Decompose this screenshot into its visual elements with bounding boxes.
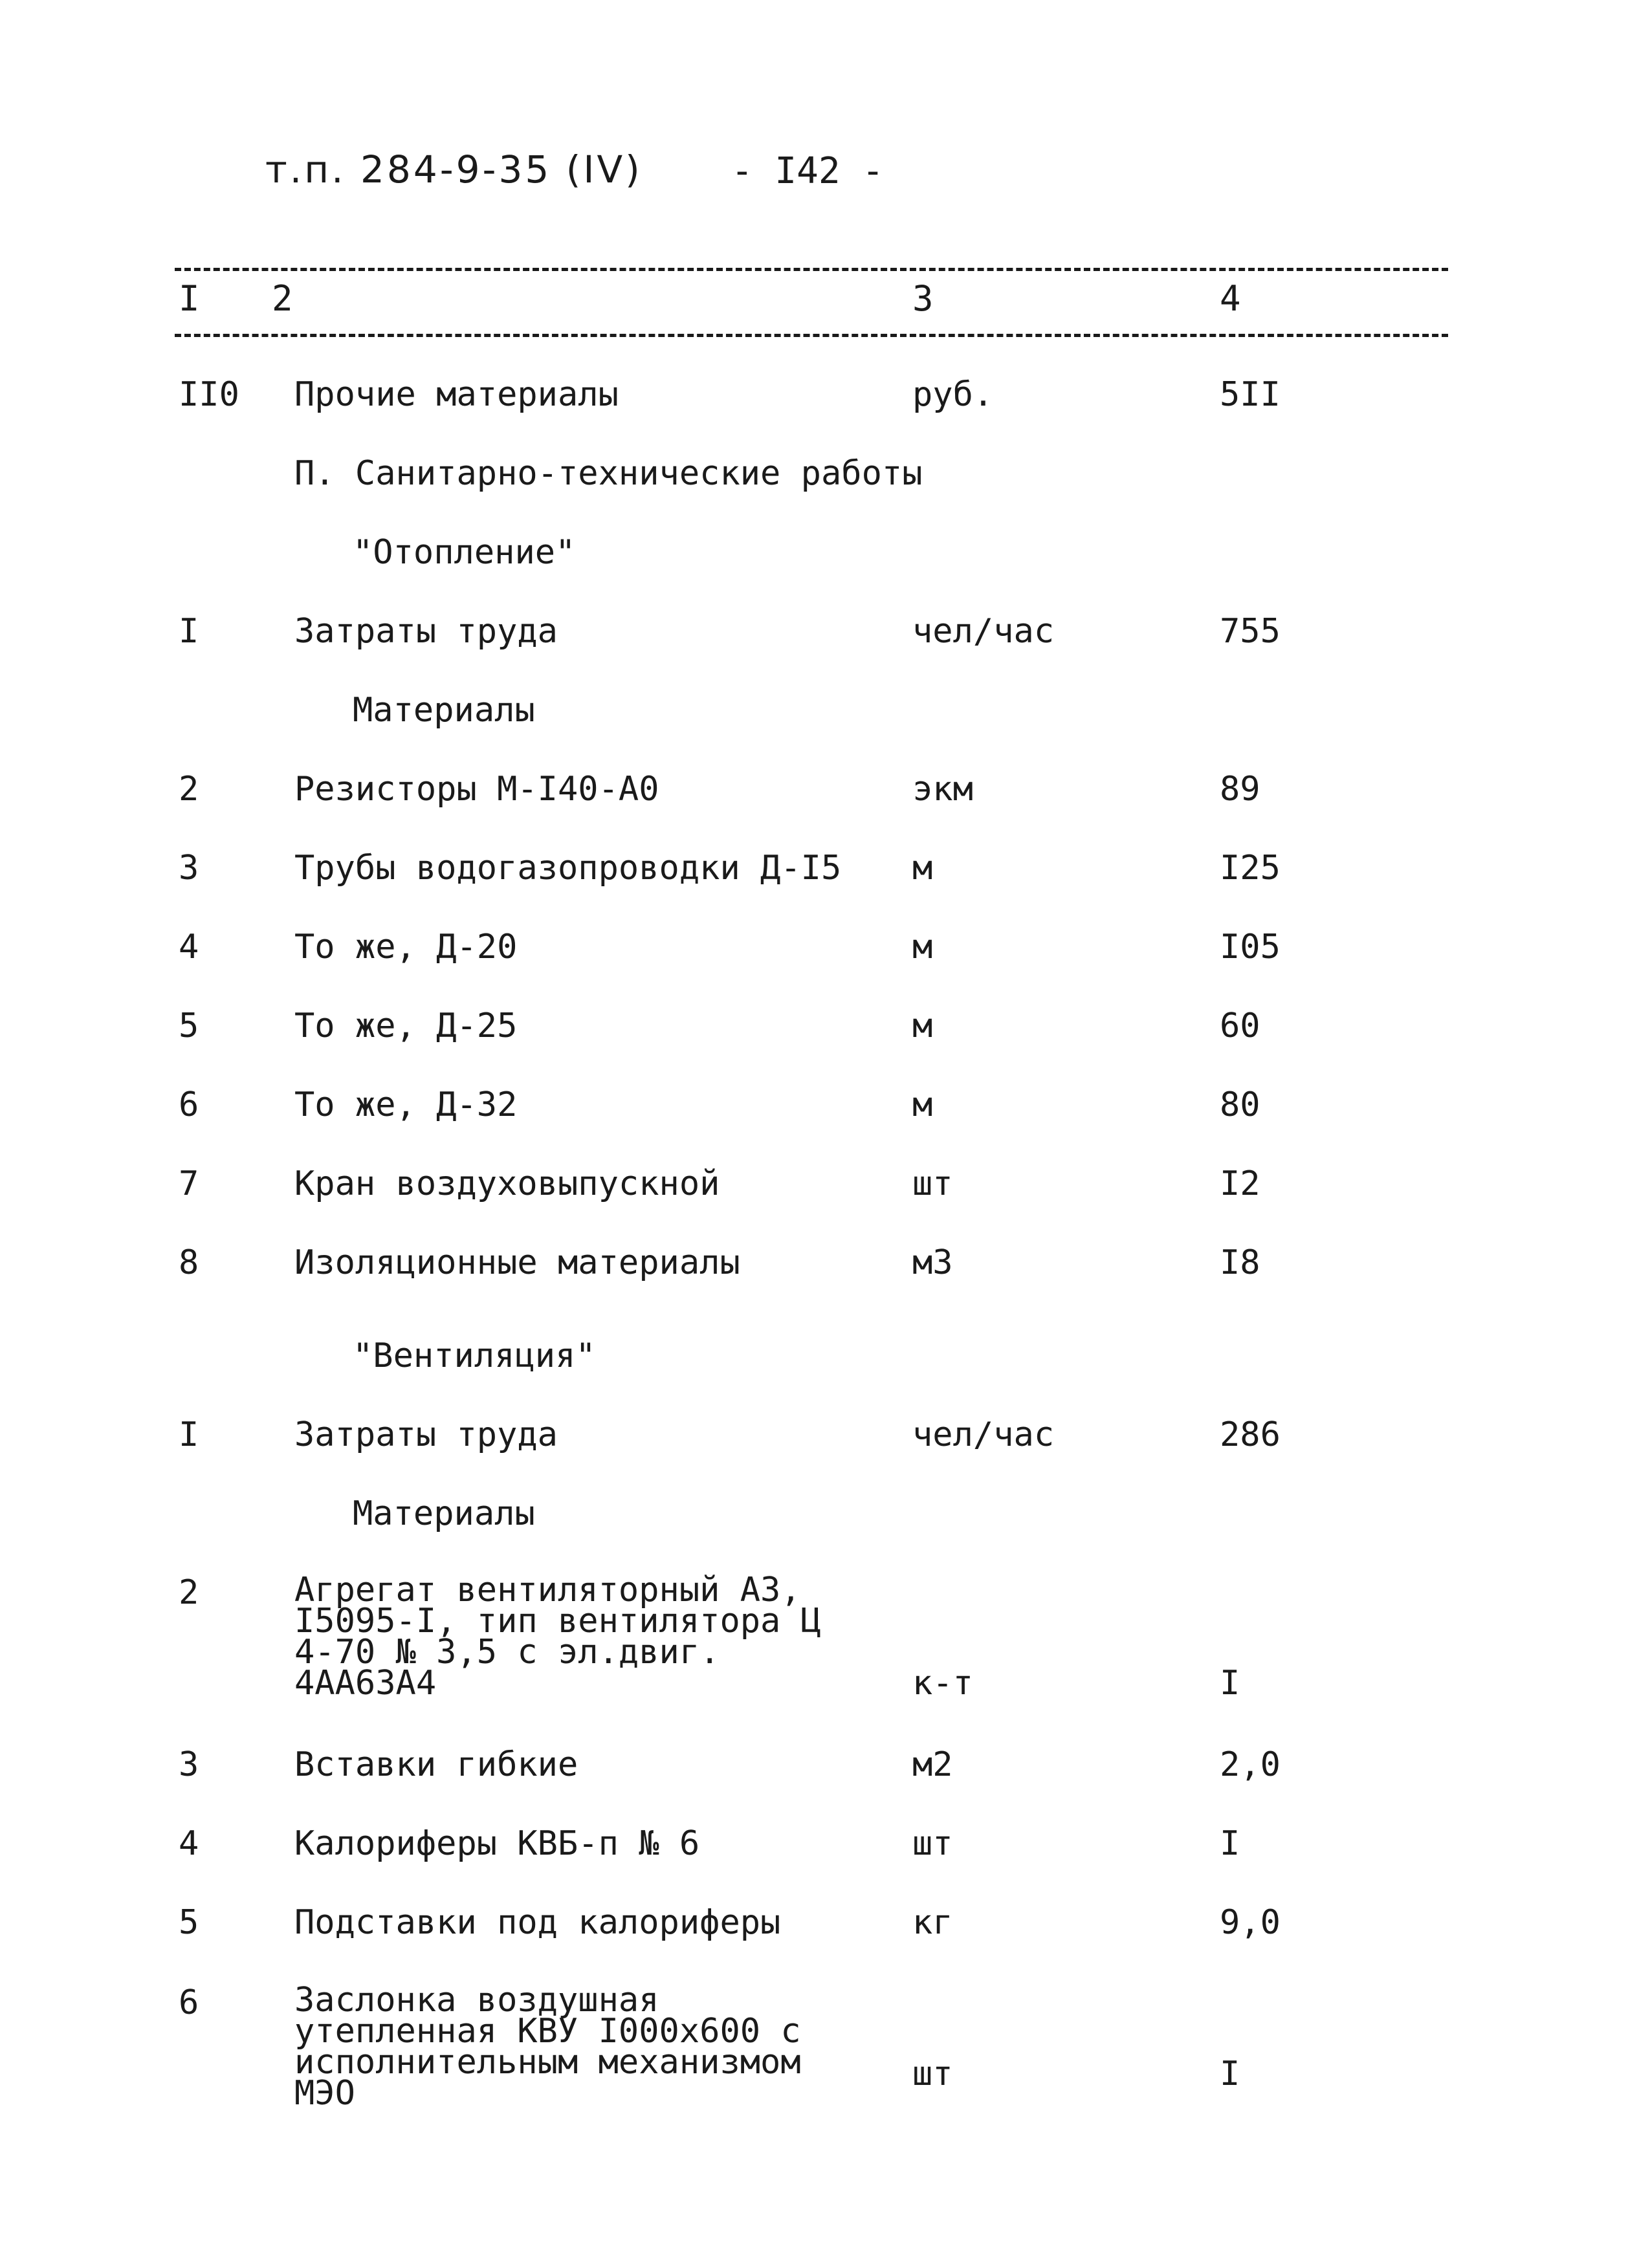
row-unit: шт: [912, 1164, 953, 1203]
row-quantity: 80: [1220, 1085, 1260, 1124]
row-quantity: I: [1220, 1664, 1240, 1703]
row-quantity: 89: [1220, 770, 1260, 809]
row-unit: м: [912, 928, 933, 966]
subsection-title: "Вентиляция": [353, 1336, 596, 1375]
row-unit: шт: [912, 2055, 953, 2093]
table-header-rule: [175, 334, 1448, 337]
row-number: 6: [179, 1983, 199, 2022]
row-quantity: I8: [1220, 1243, 1260, 1282]
column-header-3: 3: [912, 278, 934, 319]
section-title: П. Санитарно-технические работы: [294, 454, 923, 493]
row-number: 3: [179, 1745, 199, 1784]
row-quantity: I: [1220, 1824, 1240, 1863]
row-number: 6: [179, 1085, 199, 1124]
row-quantity: 60: [1220, 1007, 1260, 1045]
row-name: Заслонка воздушная утепленная КВУ I000х600 с исполнительным механизмом МЭО: [294, 1981, 801, 2113]
row-number: I: [179, 1415, 199, 1454]
row-number: 8: [179, 1243, 199, 1282]
row-number: 4: [179, 928, 199, 966]
row-unit: кг: [912, 1903, 953, 1942]
row-number: I: [179, 612, 199, 651]
row-unit: экм: [912, 770, 973, 809]
row-number: 2: [179, 770, 199, 809]
subsection-title: "Отопление": [353, 533, 576, 572]
column-header-1: I: [179, 278, 200, 319]
row-quantity: 2,0: [1220, 1745, 1281, 1784]
row-name: То же, Д-20: [294, 928, 518, 966]
row-quantity: 755: [1220, 612, 1281, 651]
row-unit: чел/час: [912, 1415, 1055, 1454]
row-unit: м: [912, 1007, 933, 1045]
row-name: Резисторы М-I40-А0: [294, 770, 659, 809]
row-quantity: I05: [1220, 928, 1281, 966]
page-number: - I42 -: [731, 150, 885, 192]
row-name: Трубы водогазопроводки Д-I5: [294, 849, 842, 888]
row-quantity: 9,0: [1220, 1903, 1281, 1942]
row-unit: м2: [912, 1745, 953, 1784]
group-title: Материалы: [353, 691, 535, 730]
row-quantity: I25: [1220, 849, 1281, 888]
row-number: 5: [179, 1007, 199, 1045]
row-unit: чел/час: [912, 612, 1055, 651]
row-name: Подставки под калориферы: [294, 1903, 781, 1942]
document-code: т.п. 284-9-35 (IV): [265, 147, 643, 191]
column-header-4: 4: [1220, 278, 1241, 319]
row-name: Калориферы КВБ-п № 6: [294, 1824, 700, 1863]
row-number: 3: [179, 849, 199, 888]
row-number: 4: [179, 1824, 199, 1863]
row-name: Затраты труда: [294, 612, 558, 651]
row-name: Кран воздуховыпускной: [294, 1164, 720, 1203]
row-number: 7: [179, 1164, 199, 1203]
row-number: 5: [179, 1903, 199, 1942]
table-top-rule: [175, 268, 1448, 271]
row-number: 2: [179, 1573, 199, 1612]
row-name: Затраты труда: [294, 1415, 558, 1454]
row-name: Прочие материалы: [294, 375, 619, 414]
row-unit: шт: [912, 1824, 953, 1863]
row-quantity: I2: [1220, 1164, 1260, 1203]
row-name: То же, Д-32: [294, 1085, 518, 1124]
row-unit: руб.: [912, 375, 994, 414]
row-name: Агрегат вентиляторный А3, I5095-I, тип вентилятора Ц 4-70 № 3,5 с эл.двиг. 4АА63А4: [294, 1571, 821, 1703]
column-header-2: 2: [272, 278, 293, 319]
row-quantity: I: [1220, 2055, 1240, 2093]
row-unit: м: [912, 1085, 933, 1124]
row-unit: к-т: [912, 1664, 973, 1703]
row-name: Вставки гибкие: [294, 1745, 578, 1784]
row-quantity: 5II: [1220, 375, 1281, 414]
row-name: Изоляционные материалы: [294, 1243, 740, 1282]
row-name: То же, Д-25: [294, 1007, 518, 1045]
row-unit: м3: [912, 1243, 953, 1282]
row-number: II0: [179, 375, 239, 414]
row-unit: м: [912, 849, 933, 888]
row-quantity: 286: [1220, 1415, 1281, 1454]
group-title: Материалы: [353, 1494, 535, 1533]
